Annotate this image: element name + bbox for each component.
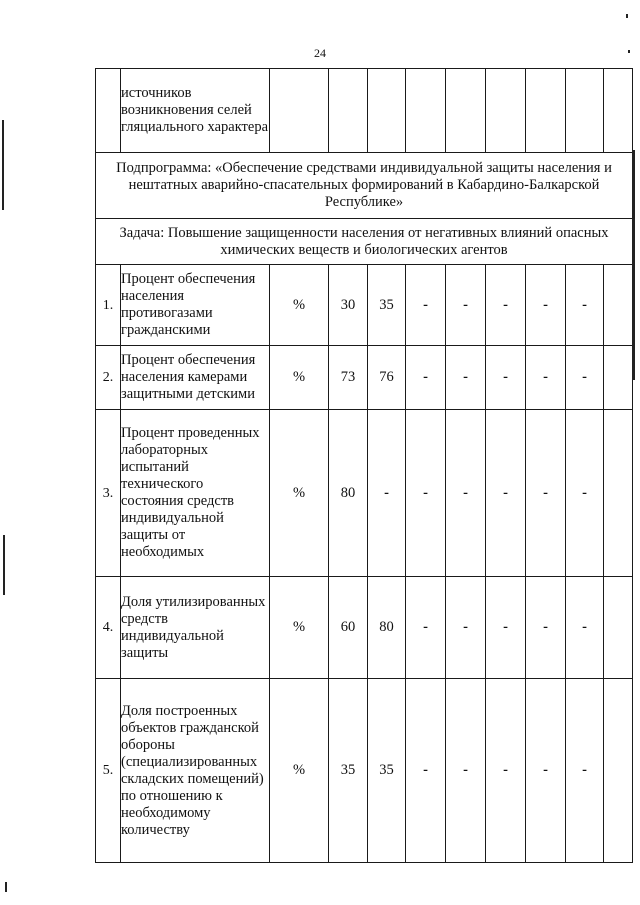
row-number: 1.: [96, 265, 121, 346]
empty-cell: [96, 69, 121, 153]
value-cell: 35: [368, 679, 406, 863]
scan-mark: [628, 50, 630, 53]
scan-mark: [632, 150, 635, 380]
table-row: [96, 69, 633, 153]
row-number: 2.: [96, 346, 121, 410]
task-title: Задача: Повышение защищенности населения от негативных влияний опасных химических веществ и биологических агентов: [96, 219, 633, 265]
value-cell: -: [406, 577, 446, 679]
value-cell: -: [566, 679, 604, 863]
value-cell: 73: [329, 346, 368, 410]
table-row: [96, 410, 633, 577]
value-cell: -: [526, 679, 566, 863]
scan-mark: [2, 120, 4, 210]
value-cell: -: [526, 410, 566, 577]
row-number: 5.: [96, 679, 121, 863]
value-cell: 80: [329, 410, 368, 577]
scan-mark: [3, 535, 5, 595]
row-name: Процент проведенных лабораторных испытаний технического состояния средств индивидуальной защиты от необходимых: [121, 410, 270, 577]
row-number: 3.: [96, 410, 121, 577]
row-name: Процент обеспечения населения камерами защитными детскими: [121, 346, 270, 410]
value-cell: -: [486, 410, 526, 577]
value-cell: -: [486, 265, 526, 346]
table-row: [96, 679, 633, 863]
value-cell: -: [446, 577, 486, 679]
table-row: [96, 265, 633, 346]
value-cell: 35: [329, 679, 368, 863]
indicators-table: [95, 68, 633, 863]
value-cell: -: [446, 410, 486, 577]
value-cell: -: [486, 346, 526, 410]
value-cell: 35: [368, 265, 406, 346]
page-number: 24: [314, 46, 326, 60]
row-unit: %: [270, 679, 329, 863]
value-cell: -: [566, 265, 604, 346]
section-row: [96, 153, 633, 219]
row-unit: %: [270, 577, 329, 679]
section-row: [96, 219, 633, 265]
value-cell: -: [486, 679, 526, 863]
value-cell: -: [566, 346, 604, 410]
value-cell: 80: [368, 577, 406, 679]
subprogram-title: Подпрограмма: «Обеспечение средствами индивидуальной защиты населения и нештатных аварийно-спасательных формирований в Кабардино-Балкарской Республике»: [96, 153, 633, 219]
row-unit: %: [270, 265, 329, 346]
value-cell: -: [526, 265, 566, 346]
value-cell: 76: [368, 346, 406, 410]
row-name: Доля утилизированных средств индивидуальной защиты: [121, 577, 270, 679]
value-cell: -: [486, 577, 526, 679]
table-row: [96, 577, 633, 679]
row-unit: %: [270, 410, 329, 577]
value-cell: -: [406, 410, 446, 577]
value-cell: 30: [329, 265, 368, 346]
value-cell: -: [406, 679, 446, 863]
row-name: Процент обеспечения населения противогазами гражданскими: [121, 265, 270, 346]
row-name: источников возникновения селей гляциального характера: [121, 69, 270, 153]
value-cell: -: [446, 679, 486, 863]
value-cell: 60: [329, 577, 368, 679]
row-name: Доля построенных объектов гражданской обороны (специализированных складских помещений) по отношению к необходимому количеству: [121, 679, 270, 863]
value-cell: -: [566, 577, 604, 679]
value-cell: -: [406, 346, 446, 410]
value-cell: -: [446, 265, 486, 346]
value-cell: -: [566, 410, 604, 577]
value-cell: -: [368, 410, 406, 577]
value-cell: -: [406, 265, 446, 346]
row-number: 4.: [96, 577, 121, 679]
scan-mark: [5, 882, 7, 892]
row-unit: %: [270, 346, 329, 410]
table-row: [96, 346, 633, 410]
value-cell: -: [526, 577, 566, 679]
scan-mark: [626, 14, 628, 18]
value-cell: -: [446, 346, 486, 410]
value-cell: -: [526, 346, 566, 410]
